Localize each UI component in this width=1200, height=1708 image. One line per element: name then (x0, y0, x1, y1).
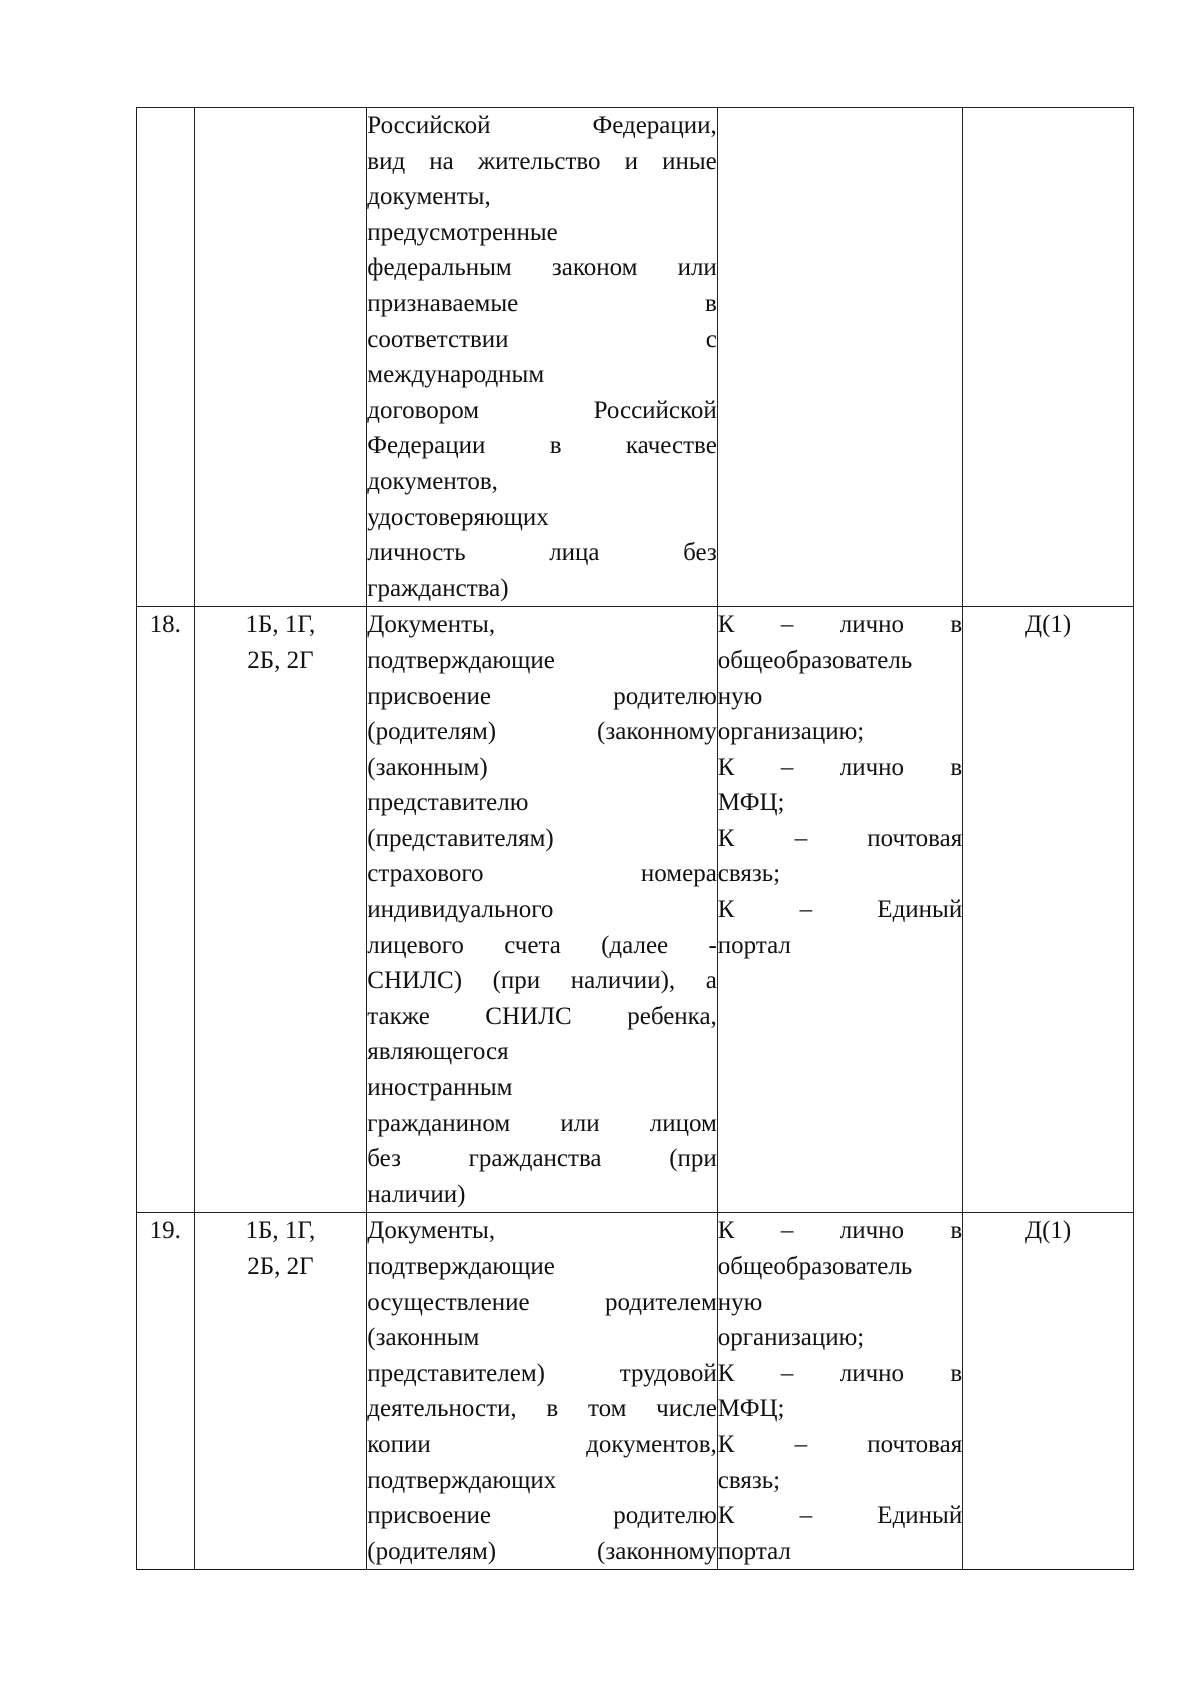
word: с (705, 325, 717, 353)
word: трудовой (619, 1359, 717, 1387)
text-line: организацию; (717, 1324, 865, 1352)
word: или (677, 254, 717, 282)
text-line: (представителям) (367, 824, 554, 852)
word: (при (492, 967, 541, 995)
text-line: наличии) (367, 1180, 466, 1208)
text-line (367, 963, 717, 999)
word: – (780, 1359, 794, 1387)
text-line: портал (717, 931, 791, 959)
text-line: документы, (367, 183, 491, 211)
word: СНИЛС) (367, 967, 463, 995)
submission-method-cell (717, 607, 962, 1213)
text-line: индивидуального (367, 896, 554, 924)
word: СНИЛС (485, 1002, 572, 1030)
text-line: Документы, (367, 611, 496, 639)
word: или (560, 1109, 600, 1137)
row-number: 18. (149, 611, 181, 639)
word: соответствии (367, 325, 509, 353)
document-code: Д(1) (1025, 1217, 1072, 1245)
word: Единый (877, 1502, 963, 1530)
code-cell (963, 108, 1134, 607)
word: (родителям) (367, 718, 497, 746)
word: Федерации (367, 432, 486, 460)
text-line (367, 1427, 717, 1463)
table-row (137, 607, 1134, 1213)
word: без (367, 1145, 401, 1173)
word: ребенка, (627, 1002, 717, 1030)
word: деятельности, (367, 1395, 517, 1423)
word: лично (839, 753, 905, 781)
word: (далее (601, 931, 669, 959)
text-line: иностранным (367, 1074, 513, 1102)
word: (законному (597, 1537, 717, 1565)
table-row (137, 108, 1134, 607)
text-line: (законным (367, 1324, 480, 1352)
word: гражданства (468, 1145, 602, 1173)
text-line (367, 322, 717, 358)
word: Российской (367, 112, 491, 139)
word: К (717, 824, 735, 852)
text-line: представителю (367, 789, 529, 817)
requirements-table (136, 107, 1134, 1570)
code-cell (963, 1213, 1134, 1570)
word: Единый (877, 896, 963, 924)
text-line (367, 1356, 717, 1392)
text-line: подтверждающие (367, 646, 555, 674)
text-line: ную (717, 682, 763, 710)
text-line: являющегося (367, 1038, 509, 1066)
word: личность (367, 539, 466, 567)
text-line: предусмотренные (367, 218, 558, 246)
word: документов, (586, 1430, 717, 1458)
text-line (367, 144, 717, 180)
category-cell (194, 1213, 367, 1570)
text-line: связь; (717, 1466, 781, 1494)
text-line (367, 393, 717, 429)
text-line (367, 1391, 717, 1427)
text-line: удостоверяющих (367, 503, 549, 531)
text-line: подтверждающие (367, 1253, 555, 1280)
word: Российской (593, 396, 717, 424)
word: почтовая (867, 1430, 963, 1458)
word: – (799, 896, 813, 924)
document-cell (367, 607, 718, 1213)
word: гражданином (367, 1109, 511, 1137)
word: в (546, 1395, 559, 1423)
text-line (718, 892, 962, 928)
word: также (367, 1002, 430, 1030)
category-line: 1Б, 1Г, (245, 1217, 316, 1245)
word: – (780, 1217, 794, 1245)
word: и (624, 147, 639, 175)
word: К (717, 896, 735, 924)
text-line: (законным) (367, 753, 488, 781)
text-line: документов, (367, 467, 498, 495)
word: лицевого (367, 931, 464, 959)
text-line: общеобразователь (717, 1253, 913, 1280)
text-line (367, 928, 717, 964)
text-line (367, 679, 717, 715)
word: – (799, 1502, 813, 1530)
word: (родителям) (367, 1537, 497, 1565)
code-cell (963, 607, 1134, 1213)
category-cell (194, 607, 367, 1213)
text-line (367, 1285, 717, 1321)
text-line (718, 821, 962, 857)
word: присвоение (367, 1502, 492, 1530)
text-line (718, 1498, 962, 1534)
word: на (429, 147, 454, 175)
text-line (367, 999, 717, 1035)
word: федеральным (367, 254, 512, 282)
word: иные (662, 147, 717, 175)
text-line: ную (717, 1288, 763, 1316)
text-line (718, 1427, 962, 1463)
word: договором (367, 396, 480, 424)
word: в (950, 1359, 963, 1387)
text-line: гражданства) (367, 574, 509, 602)
word: К (717, 1502, 735, 1530)
text-line: международным (367, 361, 545, 389)
word: – (780, 753, 794, 781)
word: лично (839, 1359, 905, 1387)
text-line (367, 535, 717, 571)
document-cell (367, 108, 718, 607)
word: наличии), (570, 967, 676, 995)
word: том (587, 1395, 627, 1423)
text-line (367, 1141, 717, 1177)
table-body (137, 108, 1134, 1570)
word: родителю (613, 1502, 717, 1530)
word: признаваемые (367, 289, 519, 317)
text-line: общеобразователь (717, 646, 913, 674)
word: – (794, 1430, 808, 1458)
text-line: организацию; (717, 718, 865, 746)
text-line (367, 428, 717, 464)
word: Федерации, (592, 112, 717, 139)
text-line (367, 108, 717, 144)
row-number-cell (137, 108, 195, 607)
document-code: Д(1) (1025, 611, 1072, 639)
category-cell (194, 108, 367, 607)
text-line (367, 1498, 717, 1534)
word: осуществление (367, 1288, 530, 1316)
text-line (367, 856, 717, 892)
word: – (794, 824, 808, 852)
word: без (683, 539, 717, 567)
word: номера (640, 860, 717, 888)
word: качестве (625, 432, 717, 460)
text-line (367, 1534, 717, 1570)
word: лицом (649, 1109, 717, 1137)
text-line (367, 714, 717, 750)
document-cell (367, 1213, 718, 1570)
word: копии (367, 1430, 431, 1458)
category-line: 1Б, 1Г, (245, 611, 316, 639)
word: в (704, 289, 717, 317)
text-line (367, 250, 717, 286)
text-line (367, 1106, 717, 1142)
word: в (549, 432, 562, 460)
row-number-cell (137, 607, 195, 1213)
text-line (718, 750, 962, 786)
word: присвоение (367, 682, 492, 710)
submission-method-cell (717, 108, 962, 607)
category-line: 2Б, 2Г (247, 646, 314, 674)
word: – (780, 611, 794, 639)
word: К (717, 1430, 735, 1458)
word: страхового (367, 860, 484, 888)
word: К (717, 753, 735, 781)
text-line (367, 286, 717, 322)
text-line: портал (717, 1537, 791, 1565)
word: почтовая (867, 824, 963, 852)
word: К (717, 1217, 735, 1245)
word: жительство (477, 147, 601, 175)
word: представителем) (367, 1359, 545, 1387)
category-line: 2Б, 2Г (247, 1253, 314, 1280)
word: лица (549, 539, 600, 567)
text-line: подтверждающих (367, 1466, 557, 1494)
word: а (705, 967, 717, 995)
word: - (708, 931, 717, 959)
text-line: Документы, (367, 1217, 496, 1245)
word: К (717, 1359, 735, 1387)
word: в (950, 753, 963, 781)
word: законом (551, 254, 638, 282)
word: (при (669, 1145, 717, 1173)
text-line (718, 1356, 962, 1392)
word: счета (504, 931, 561, 959)
text-line (718, 1213, 962, 1249)
word: числе (656, 1395, 717, 1423)
text-line: МФЦ; (717, 1395, 785, 1423)
text-line: связь; (717, 860, 781, 888)
row-number-cell (137, 1213, 195, 1570)
submission-method-cell (717, 1213, 962, 1570)
word: К (717, 611, 735, 639)
word: лично (839, 1217, 905, 1245)
word: (законному (597, 718, 717, 746)
text-line (718, 607, 962, 643)
text-line: МФЦ; (717, 789, 785, 817)
row-number: 19. (149, 1217, 181, 1245)
table-row (137, 1213, 1134, 1570)
word: в (950, 1217, 963, 1245)
word: лично (839, 611, 905, 639)
word: родителю (613, 682, 717, 710)
word: в (950, 611, 963, 639)
word: родителем (605, 1288, 717, 1316)
word: вид (367, 147, 406, 175)
